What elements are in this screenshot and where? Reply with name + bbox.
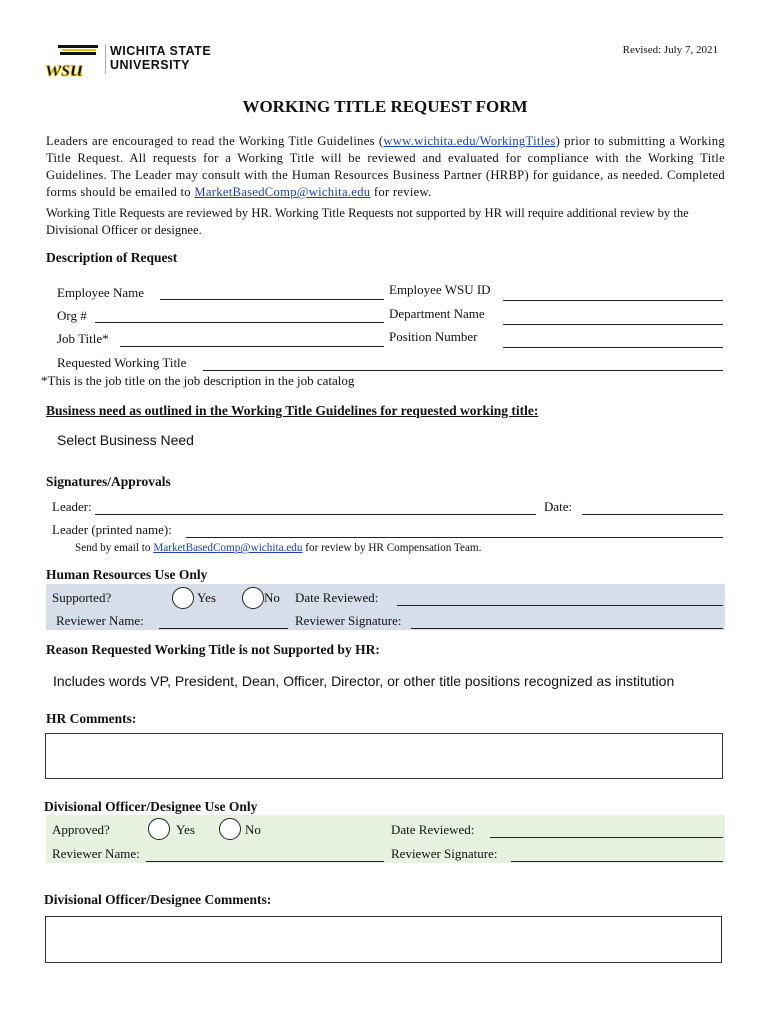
department-label: Department Name [389,306,485,321]
div-reviewer-name-label: Reviewer Name: [52,846,140,861]
logo-line2: UNIVERSITY [110,58,191,72]
requested-title-field[interactable] [203,370,723,371]
footnote: *This is the job title on the job description in the job catalog [41,373,355,388]
div-date-reviewed-label: Date Reviewed: [391,822,475,837]
send-instructions: Send by email to MarketBasedComp@wichita.edu for review by HR Compensation Team. [75,542,482,554]
divisional-section-band [46,815,725,863]
job-title-label: Job Title* [57,331,109,346]
div-reviewer-name-field[interactable] [146,861,384,862]
divisional-comments-textarea[interactable] [45,916,722,963]
intro-paragraph: Leaders are encouraged to read the Working Title Guidelines (www.wichita.edu/WorkingTitles) prior to submitting a Working Title Request. All requests for a Working Title will be reviewed and evaluated for compliance with the Working Title Guidelines. The Leader may consult with the Human Resources Business Partner (HRBP) for guidance, as needed. Completed forms should be emailed to MarketBasedComp@wichita.edu for review. [46,134,725,199]
approved-no-radio[interactable] [219,818,241,840]
div-date-reviewed-field[interactable] [490,837,723,838]
supported-yes-radio[interactable] [172,587,194,609]
supported-yes-label: Yes [197,590,216,605]
logo-divider [105,44,106,74]
leader-printed-label: Leader (printed name): [52,522,172,537]
logo-wordmark [110,44,211,72]
email-link[interactable]: MarketBasedComp@wichita.edu [194,185,371,199]
approved-yes-radio[interactable] [148,818,170,840]
hr-reviewer-name-field[interactable] [159,628,288,629]
date-label: Date: [544,499,573,514]
supported-no-radio[interactable] [242,587,264,609]
date-field[interactable] [582,514,723,515]
divisional-comments-heading: Divisional Officer/Designee Comments: [44,892,272,907]
send-email-link[interactable]: MarketBasedComp@wichita.edu [153,542,303,554]
hr-comments-textarea[interactable] [45,733,723,779]
hr-comments-heading: HR Comments: [46,711,137,726]
supported-no-label: No [264,590,280,605]
position-number-field[interactable] [503,347,723,348]
org-field[interactable] [95,322,384,323]
logo-line1: WICHITA STATE [110,44,212,58]
org-label: Org # [57,308,87,323]
employee-name-field[interactable] [160,299,384,300]
review-paragraph: Working Title Requests are reviewed by HR. Working Title Requests not supported by HR will require additional review by the Divisional Officer or designee. [46,206,689,237]
hr-reviewer-signature-label: Reviewer Signature: [295,613,402,628]
reason-select[interactable]: Includes words VP, President, Dean, Officer, Director, or other title positions recognized as institution [53,673,675,689]
business-need-heading: Business need as outlined in the Working Title Guidelines for requested working title: [46,403,539,418]
form-title: WORKING TITLE REQUEST FORM [242,97,528,116]
svg-text:wsu: wsu [46,56,84,78]
employee-id-field[interactable] [503,300,723,301]
div-reviewer-signature-label: Reviewer Signature: [391,846,498,861]
supported-label: Supported? [52,590,112,605]
approved-label: Approved? [52,822,110,837]
divisional-heading: Divisional Officer/Designee Use Only [44,799,258,814]
approved-yes-label: Yes [176,822,195,837]
approved-no-label: No [245,822,261,837]
hr-date-reviewed-label: Date Reviewed: [295,590,379,605]
leader-printed-field[interactable] [186,537,723,538]
div-reviewer-signature-field[interactable] [511,861,723,862]
wsu-shocker-logo-icon [44,44,100,78]
job-title-field[interactable] [120,346,384,347]
revised-date: Revised: July 7, 2021 [622,44,718,56]
employee-name-label: Employee Name [57,285,144,300]
description-heading: Description of Request [46,250,178,265]
employee-id-label: Employee WSU ID [389,282,491,297]
hr-reviewer-name-label: Reviewer Name: [56,613,144,628]
department-field[interactable] [503,324,723,325]
hr-heading: Human Resources Use Only [46,567,208,582]
requested-title-label: Requested Working Title [57,355,187,370]
position-number-label: Position Number [389,329,478,344]
reason-heading: Reason Requested Working Title is not Supported by HR: [46,642,380,657]
leader-label: Leader: [52,499,92,514]
business-need-select[interactable]: Select Business Need [57,432,194,448]
signatures-heading: Signatures/Approvals [46,474,171,489]
guidelines-link[interactable]: www.wichita.edu/WorkingTitles [383,134,556,148]
hr-date-reviewed-field[interactable] [397,605,723,606]
hr-reviewer-signature-field[interactable] [411,628,723,629]
leader-signature-field[interactable] [95,514,536,515]
